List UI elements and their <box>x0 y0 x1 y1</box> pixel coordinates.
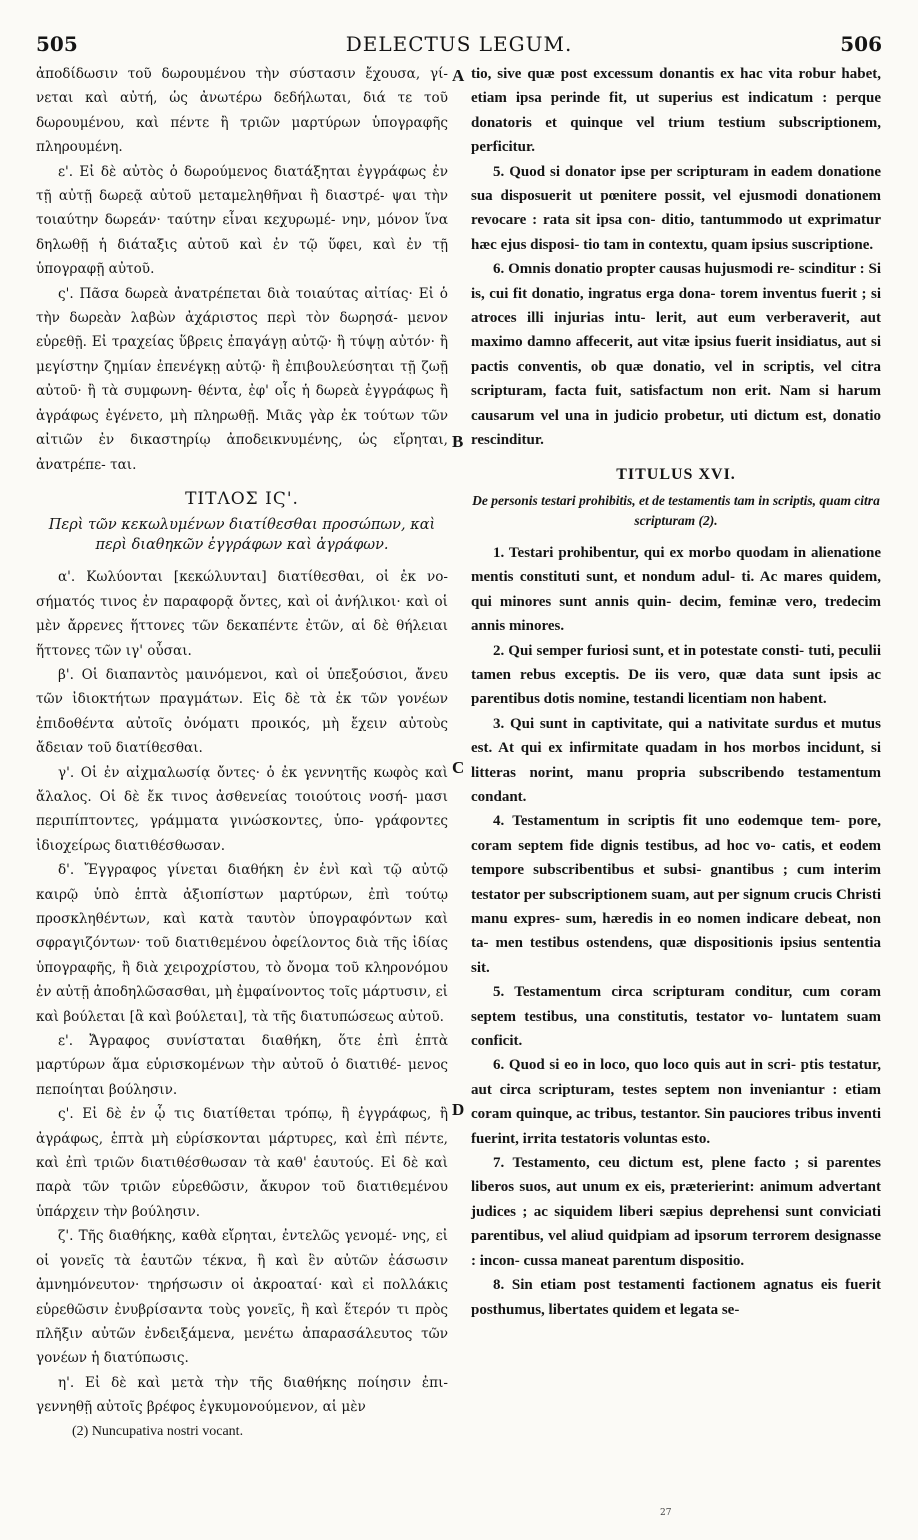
greek-article-7: ζ'. Τῆς διαθήκης, καθὰ εἴρηται, ἐντελῶς γενομέ- νης, εἰ οἱ γονεῖς τὰ ἑαυτῶν τέκνα, ἢ καὶ ἓν αὐτῶν ἐάσωσιν ἀμνημόνευτον· τηρήσωσιν οἱ ἀκροαταί· καὶ εἰ πολλάκις εὑρεθῶσιν ἐνυβρίσαντα τοὺς γονεῖς, ἢ καὶ ἕτερόν τι πρὸς πλῆξιν αὐτῶν ἐνδειξάμενα, μενέτω ἀπαρασάλευτος τῶν γονέων ἡ διατύπωσις. <box>36 1228 448 1367</box>
greek-paragraph-6: ς'. Πᾶσα δωρεὰ ἀνατρέπεται διὰ τοιαύτας αἰτίας· Εἰ ὁ τὴν δωρεὰν λαβὼν ἀχάριστος περὶ τὸν δωρησά- μενον εὑρεθῇ. Εἰ τραχείας ὕβρεις ἐπαγάγῃ αὐτῷ· ἢ τύψῃ αὐτόν· ἢ μεγίστην ζημίαν ἐπενέγκῃ αὐτῷ· ἢ ἐπιβουλεύσηται τῇ ζωῇ αὐτοῦ· ἢ τὰ συμφωνη- θέντα, ἐφ' οἷς ἡ δωρεὰ ἐγγράφως ἢ ἀγράφως ἐγένετο, μὴ πληρωθῇ. Μιᾶς γὰρ ἐκ τούτων τῶν αἰτιῶν ἐν δικαστηρίῳ ἀποδεικνυμένης, ὡς εἴρηται, ἀνατρέπε- ται. <box>36 285 448 473</box>
greek-title: ΤΙΤΛΟΣ ΙϚ'. <box>185 488 299 509</box>
margin-marker-d: D <box>452 1100 465 1119</box>
latin-subtitle: De personis testari prohibitis, et de testamentis tam in scriptis, quam citra scripturam (2). <box>472 492 880 528</box>
latin-article-8: 8. Sin etiam post testamenti factionem agnatus eis fuerit posthumus, libertates quidem et legata se- <box>471 1277 881 1318</box>
page-number-right: 506 <box>840 32 882 56</box>
footnote: (2) Nuncupativa nostri vocant. <box>72 1424 244 1439</box>
greek-article-2: β'. Οἱ διαπαντὸς μαινόμενοι, καὶ οἱ ὑπεξούσιοι, ἄνευ τῶν ἰδιοκτήτων πραγμάτων. Εἰς δὲ τὰ ἐκ τῶν γονέων ἐπιδοθέντα αὐτοῖς ὀνόματι προικός, μὴ ἔχειν αὐτοὺς ἄδειαν τοῦ διατίθεσθαι. <box>36 666 448 757</box>
page-number-left: 505 <box>36 32 78 56</box>
signature-mark: 27 <box>660 1508 672 1518</box>
latin-paragraph-6: 6. Omnis donatio propter causas hujusmodi re- scinditur : Si is, cui fit donatio, ingratus erga dona- torem inventus fuerit ; si atroces illi injurias intu- lerit, aut eum verberaverit, aut maximo damno affecerit, aut vitæ ipsius fuerit insidiatus, aut si pactis conventis, ob quæ donatio, vel in scriptis, vel citra scripturam, facta fuit, satisfactum non erit. Nam si harum causarum vel una in judicio probetur, uti dictum est, donatio rescinditur. <box>471 261 881 449</box>
running-title: DELECTUS LEGUM. <box>345 32 573 56</box>
page-header <box>36 32 882 56</box>
latin-paragraph-5: 5. Quod si donator ipse per scripturam in eadem donatione sua disposuerit ut pœnitere possit, vel ejusmodi donationem revocare : rata sit ipsa con- ditio, tantummodo ut exprimatur hæc ejus disposi- tio tam in contextu, quam ipsius suscriptione. <box>471 163 881 253</box>
latin-article-5: 5. Testamentum circa scripturam conditur, cum coram septem testibus, una constitutis, testator vo- luntatem suam conficit. <box>471 984 881 1050</box>
greek-article-5: ε'. Ἄγραφος συνίσταται διαθήκη, ὅτε ἐπὶ ἑπτὰ μαρτύρων ἅμα εὑρισκομένων τὴν αὐτοῦ ὁ διατιθέ- μενος πεποίηται βούλησιν. <box>36 1033 448 1098</box>
greek-article-3: γ'. Οἱ ἐν αἰχμαλωσίᾳ ὄντες· ὁ ἐκ γεννητῆς κωφὸς καὶ ἄλαλος. Οἱ δὲ ἔκ τινος ἀσθενείας τοιούτοις νοσή- μασι περιπίπτοντες, γράμματα γινώσκοντες, ὑπο- γράφοντες ἰδιοχείρως διατιθέσθωσαν. <box>36 764 448 854</box>
latin-paragraph-continued: tio, sive quæ post excessum donantis ex hac vita robur habet, etiam ipsa perinde fit, ut superius est indicatum : perque donatoris et quinque vel trium testium subscriptionem, perficitur. <box>471 66 881 156</box>
greek-article-4: δ'. Ἔγγραφος γίνεται διαθήκη ἐν ἑνὶ καὶ τῷ αὐτῷ καιρῷ ὑπὸ ἑπτὰ ἀξιοπίστων μαρτύρων, ἐπὶ τούτῳ προσκληθέντων, καὶ κατὰ ταυτὸν ὑπογραφόντων καὶ σφραγιζόντων· τοῦ διατιθεμένου ὀφείλοντος διὰ τῆς ἰδίας ὑπογραφῆς, ἢ διὰ χειροχρίστου, τὸ ὄνομα τοῦ κληρονόμου ἐν αὐτῇ ἀποδηλῶσασθαι, μὴ ἐμφαίνοντος τοῖς μάρτυσιν, εἰ καὶ βούλεται [ἃ καὶ βούλεται], τὰ τῆς διατυπώσεως αὐτοῦ. <box>36 862 448 1025</box>
greek-article-1: α'. Κωλύονται [κεκώλυνται] διατίθεσθαι, οἱ ἐκ νο- σήματός τινος ἐν παραφορᾷ ὄντες, καὶ οἱ ἀνήλικοι· καὶ οἱ μὲν ἄρρενες ἥττονες τῶν δεκαπέντε ἐτῶν, αἱ δὲ θήλειαι ἥττονες τῶν ιγ' οὖσαι. <box>36 569 448 659</box>
margin-marker-a: A <box>452 66 465 85</box>
margin-marker-c: C <box>452 758 465 777</box>
latin-article-1: 1. Testari prohibentur, qui ex morbo quodam in alienatione mentis constituti sunt, et nondum adul- ti. Ac mares quidem, qui minores sunt annis quin- decim, feminæ vero, tredecim annis minores. <box>471 544 881 635</box>
greek-article-8: η'. Εἰ δὲ καὶ μετὰ τὴν τῆς διαθήκης ποίησιν ἐπι- γεννηθῇ αὐτοῖς βρέφος ἐγκυμονούμενον, αἱ μὲν <box>36 1374 448 1416</box>
greek-paragraph-continued: ἀποδίδωσιν τοῦ δωρουμένου τὴν σύστασιν ἔχουσα, γί- νεται καὶ αὐτή, ὡς ἀνωτέρω δεδήλωται, διά τε τοῦ δωρουμένου, καὶ πέντε ἢ τριῶν μαρτύρων ὑπογραφῆς πληρουμένη. <box>36 66 448 156</box>
greek-paragraph-5: ε'. Εἰ δὲ αὐτὸς ὁ δωρούμενος διατάξηται ἐγγράφως ἐν τῇ αὐτῇ δωρεᾷ αὐτοῦ μεταμεληθῆναι ἢ διαστρέ- ψαι τὴν τοιαύτην δωρεάν· ταύτην εἶναι κεχυρωμέ- νην, μόνον ἵνα δηλωθῇ ἡ διάταξις αὐτοῦ καὶ ἐν τῷ ὕφει, καὶ ἐν τῇ ὑπογραφῇ αὐτοῦ. <box>36 163 448 278</box>
latin-title: TITULUS XVI. <box>616 465 736 483</box>
latin-article-7: 7. Testamento, ceu dictum est, plene facto ; si parentes liberos suos, aut unum ex eis, præterierint: animum advertant judices ; ac siquidem liberi sæpius deprehensi sunt conviciati parentibus, vel aliud quidpiam ad ipsorum terrorem designasse : incon- cussa maneat parentum dispositio. <box>471 1155 881 1269</box>
latin-article-4: 4. Testamentum in scriptis fit uno eodemque tem- pore, coram septem fide dignis testibus, ad hoc vo- catis, et eodem tempore subscribentibus et subsi- gnantibus ; cum interim testator per subscriptionem suam, aut per signum crucis Christi manu expres- sum, hæredis in eo nomen indicare debeat, non ta- men testibus ostendens, quæ dispositionis ipsius sententia sit. <box>471 813 881 976</box>
latin-article-2: 2. Qui semper furiosi sunt, et in potestate consti- tuti, peculii tamen rebus exceptis. De iis vero, quæ data sunt ipsis ac parentibus dotis nomine, testandi licentiam non habent. <box>471 642 881 708</box>
latin-article-6: 6. Quod si eo in loco, quo loco quis aut in scri- ptis testatur, aut circa scripturam, testes septem non inveniantur : etiam coram quinque, ac tribus, testantor. Sin pauciores tribus inventi fuerint, irrita testatoris voluntas esto. <box>471 1057 881 1147</box>
latin-column <box>471 62 881 1322</box>
greek-article-6: ς'. Εἰ δὲ ἐν ᾧ τις διατίθεται τρόπῳ, ἢ ἐγγράφως, ἢ ἀγράφως, ἑπτὰ μὴ εὑρίσκονται μάρτυρες, καὶ ἐπὶ πέντε, καὶ ἐπὶ τριῶν διατιθέσθωσαν τὰ καθ' ἑαυτούς. Εἰ δὲ καὶ παρὰ τῶν τριῶν εὑρεθῶσιν, ἄκυρον τοῦ διατιθεμένου ὑπάρχειν τὴν βούλησιν. <box>36 1106 448 1220</box>
latin-article-3: 3. Qui sunt in captivitate, qui a nativitate surdus et mutus est. At qui ex infirmitate quadam in hos morbos incidunt, si litteras norint, manu propria subscribendo testamentum condant. <box>471 715 881 805</box>
greek-column <box>36 62 448 1420</box>
margin-marker-b: B <box>452 432 464 451</box>
greek-subtitle: Περὶ τῶν κεκωλυμένων διατίθεσθαι προσώπων, καὶ περὶ διαθηκῶν ἐγγράφων καὶ ἀγράφων. <box>48 517 436 554</box>
